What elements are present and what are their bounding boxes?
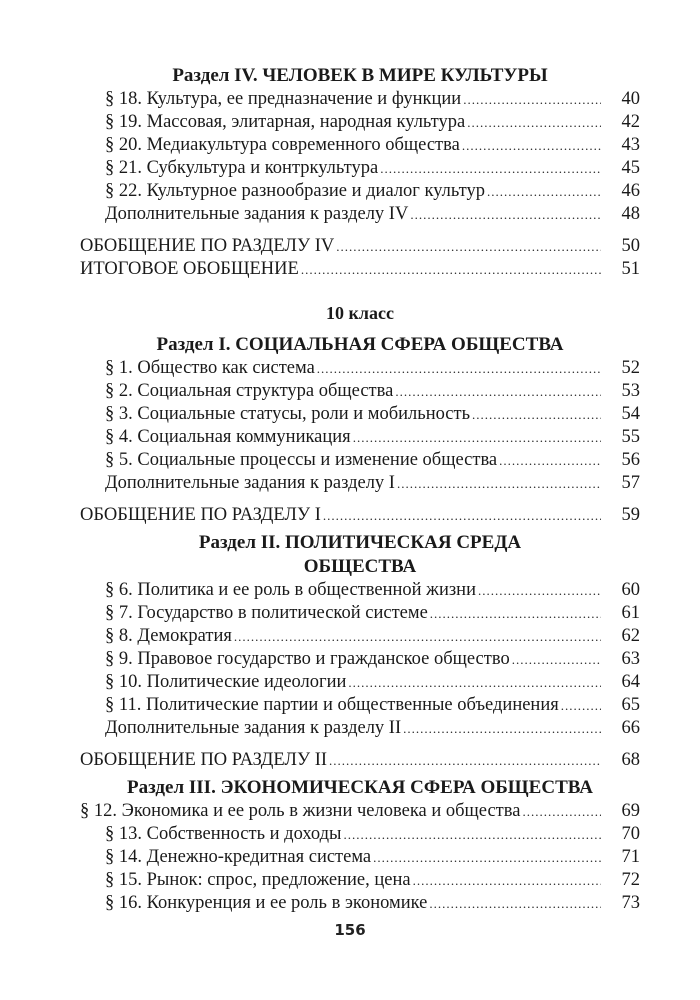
entry-page-number: 52 [621, 358, 640, 378]
dot-leader [353, 426, 601, 449]
dot-leader [403, 717, 601, 740]
toc-entry[interactable] [80, 449, 640, 472]
entry-page-number: 51 [621, 259, 640, 279]
entry-page-number: 50 [621, 236, 640, 256]
entry-label: § 21. Субкультура и контркультура [105, 158, 379, 178]
dot-leader [430, 602, 601, 625]
dot-leader [395, 380, 601, 403]
entry-page-number: 54 [621, 404, 640, 424]
toc-entry[interactable] [80, 426, 640, 449]
dot-leader [561, 694, 601, 717]
entry-label: Дополнительные задания к разделу IV [105, 204, 409, 224]
entry-page-number: 60 [621, 580, 640, 600]
toc-entry[interactable] [80, 823, 640, 846]
entry-label: § 14. Денежно-кредитная система [105, 847, 372, 867]
toc-entry[interactable] [80, 717, 640, 740]
dot-leader [301, 258, 601, 281]
entry-label: Дополнительные задания к разделу II [105, 718, 402, 738]
toc-summary-entry[interactable] [80, 504, 640, 527]
toc-entry[interactable] [80, 625, 640, 648]
entry-label: § 6. Политика и ее роль в общественной жизни [105, 580, 476, 600]
section-title-line-2: ОБЩЕСТВА [303, 556, 417, 577]
toc-entry[interactable] [80, 88, 640, 111]
toc-entry[interactable] [80, 579, 640, 602]
entry-page-number: 69 [621, 801, 640, 821]
toc-entry[interactable] [80, 157, 640, 180]
entry-label: § 1. Общество как система [105, 358, 315, 378]
entry-page-number: 70 [621, 824, 640, 844]
toc-entry[interactable] [80, 602, 640, 625]
entry-label: § 20. Медиакультура современного общества [105, 135, 460, 155]
entry-label: § 11. Политические партии и общественные объединения [105, 695, 559, 715]
entry-label: § 10. Политические идеологии [105, 672, 347, 692]
dot-leader [463, 88, 601, 111]
toc-entry[interactable] [80, 111, 640, 134]
entry-page-number: 64 [621, 672, 640, 692]
toc-entry[interactable] [80, 134, 640, 157]
entry-label: § 18. Культура, ее предназначение и функции [105, 89, 462, 109]
section-title: Раздел I. СОЦИАЛЬНАЯ СФЕРА ОБЩЕСТВА [156, 334, 564, 355]
table-of-contents [80, 64, 640, 915]
dot-leader [467, 111, 601, 134]
entry-page-number: 56 [621, 450, 640, 470]
entry-page-number: 68 [621, 750, 640, 770]
entry-page-number: 71 [621, 847, 640, 867]
toc-entry[interactable] [80, 694, 640, 717]
section-title: Раздел III. ЭКОНОМИЧЕСКАЯ СФЕРА ОБЩЕСТВА [127, 777, 593, 798]
toc-section-iv [80, 64, 640, 281]
dot-leader [478, 579, 601, 602]
toc-entry[interactable] [80, 180, 640, 203]
entry-label: § 8. Демократия [105, 626, 232, 646]
dot-leader [499, 449, 601, 472]
toc-section-i [80, 333, 640, 527]
dot-leader [343, 823, 601, 846]
entry-page-number: 62 [621, 626, 640, 646]
toc-entry[interactable] [80, 648, 640, 671]
dot-leader [348, 671, 601, 694]
toc-summary-entry[interactable] [80, 749, 640, 772]
entry-label: § 13. Собственность и доходы [105, 824, 342, 844]
toc-entry[interactable] [80, 800, 640, 823]
entry-page-number: 66 [621, 718, 640, 738]
entry-page-number: 72 [621, 870, 640, 890]
entry-label: ИТОГОВОЕ ОБОБЩЕНИЕ [80, 259, 299, 279]
entry-label: § 3. Социальные статусы, роли и мобильность [105, 404, 471, 424]
toc-section-ii [80, 531, 640, 772]
entry-label: § 22. Культурное разнообразие и диалог культур [105, 181, 485, 201]
dot-leader [522, 800, 601, 823]
dot-leader [462, 134, 601, 157]
entry-label: § 5. Социальные процессы и изменение общества [105, 450, 498, 470]
dot-leader [512, 648, 601, 671]
page-number: 156 [334, 921, 366, 939]
dot-leader [329, 749, 601, 772]
entry-page-number: 57 [621, 473, 640, 493]
entry-label: ОБОБЩЕНИЕ ПО РАЗДЕЛУ II [80, 750, 328, 770]
dot-leader [234, 625, 601, 648]
section-title: Раздел IV. ЧЕЛОВЕК В МИРЕ КУЛЬТУРЫ [172, 65, 548, 86]
entry-label: § 15. Рынок: спрос, предложение, цена [105, 870, 411, 890]
toc-summary-entry[interactable] [80, 235, 640, 258]
entry-page-number: 65 [621, 695, 640, 715]
entry-label: § 7. Государство в политической системе [105, 603, 428, 623]
toc-entry[interactable] [80, 892, 640, 915]
entry-label: § 19. Массовая, элитарная, народная культура [105, 112, 466, 132]
toc-entry[interactable] [80, 403, 640, 426]
entry-page-number: 63 [621, 649, 640, 669]
toc-entry[interactable] [80, 380, 640, 403]
entry-page-number: 53 [621, 381, 640, 401]
entry-label: § 9. Правовое государство и гражданское общество [105, 649, 510, 669]
dot-leader [397, 472, 601, 495]
toc-entry[interactable] [80, 846, 640, 869]
toc-entry[interactable] [80, 671, 640, 694]
entry-label: § 12. Экономика и ее роль в жизни человека и общества [80, 801, 521, 821]
dot-leader [380, 157, 601, 180]
entry-page-number: 46 [621, 181, 640, 201]
toc-entry[interactable] [80, 357, 640, 380]
dot-leader [410, 203, 601, 226]
entry-page-number: 73 [621, 893, 640, 913]
entry-label: Дополнительные задания к разделу I [105, 473, 395, 493]
dot-leader [429, 892, 601, 915]
entry-page-number: 48 [621, 204, 640, 224]
entry-page-number: 55 [621, 427, 640, 447]
entry-page-number: 61 [621, 603, 640, 623]
entry-page-number: 45 [621, 158, 640, 178]
entry-label: § 16. Конкуренция и ее роль в экономике [105, 893, 428, 913]
toc-entry[interactable] [80, 472, 640, 495]
dot-leader [413, 869, 601, 892]
toc-entry[interactable] [80, 869, 640, 892]
toc-entry[interactable] [80, 203, 640, 226]
dot-leader [487, 180, 601, 203]
dot-leader [472, 403, 601, 426]
toc-summary-entry[interactable] [80, 258, 640, 281]
entry-page-number: 43 [621, 135, 640, 155]
entry-label: ОБОБЩЕНИЕ ПО РАЗДЕЛУ I [80, 505, 321, 525]
grade-heading: 10 класс [326, 303, 394, 323]
section-title-line-1: Раздел II. ПОЛИТИЧЕСКАЯ СРЕДА [198, 532, 522, 553]
entry-label: § 4. Социальная коммуникация [105, 427, 351, 447]
dot-leader [336, 235, 601, 258]
dot-leader [373, 846, 601, 869]
entry-page-number: 59 [621, 505, 640, 525]
dot-leader [317, 357, 601, 380]
toc-section-iii [80, 776, 640, 915]
entry-label: § 2. Социальная структура общества [105, 381, 394, 401]
dot-leader [323, 504, 601, 527]
entry-page-number: 40 [621, 89, 640, 109]
entry-page-number: 42 [621, 112, 640, 132]
entry-label: ОБОБЩЕНИЕ ПО РАЗДЕЛУ IV [80, 236, 335, 256]
